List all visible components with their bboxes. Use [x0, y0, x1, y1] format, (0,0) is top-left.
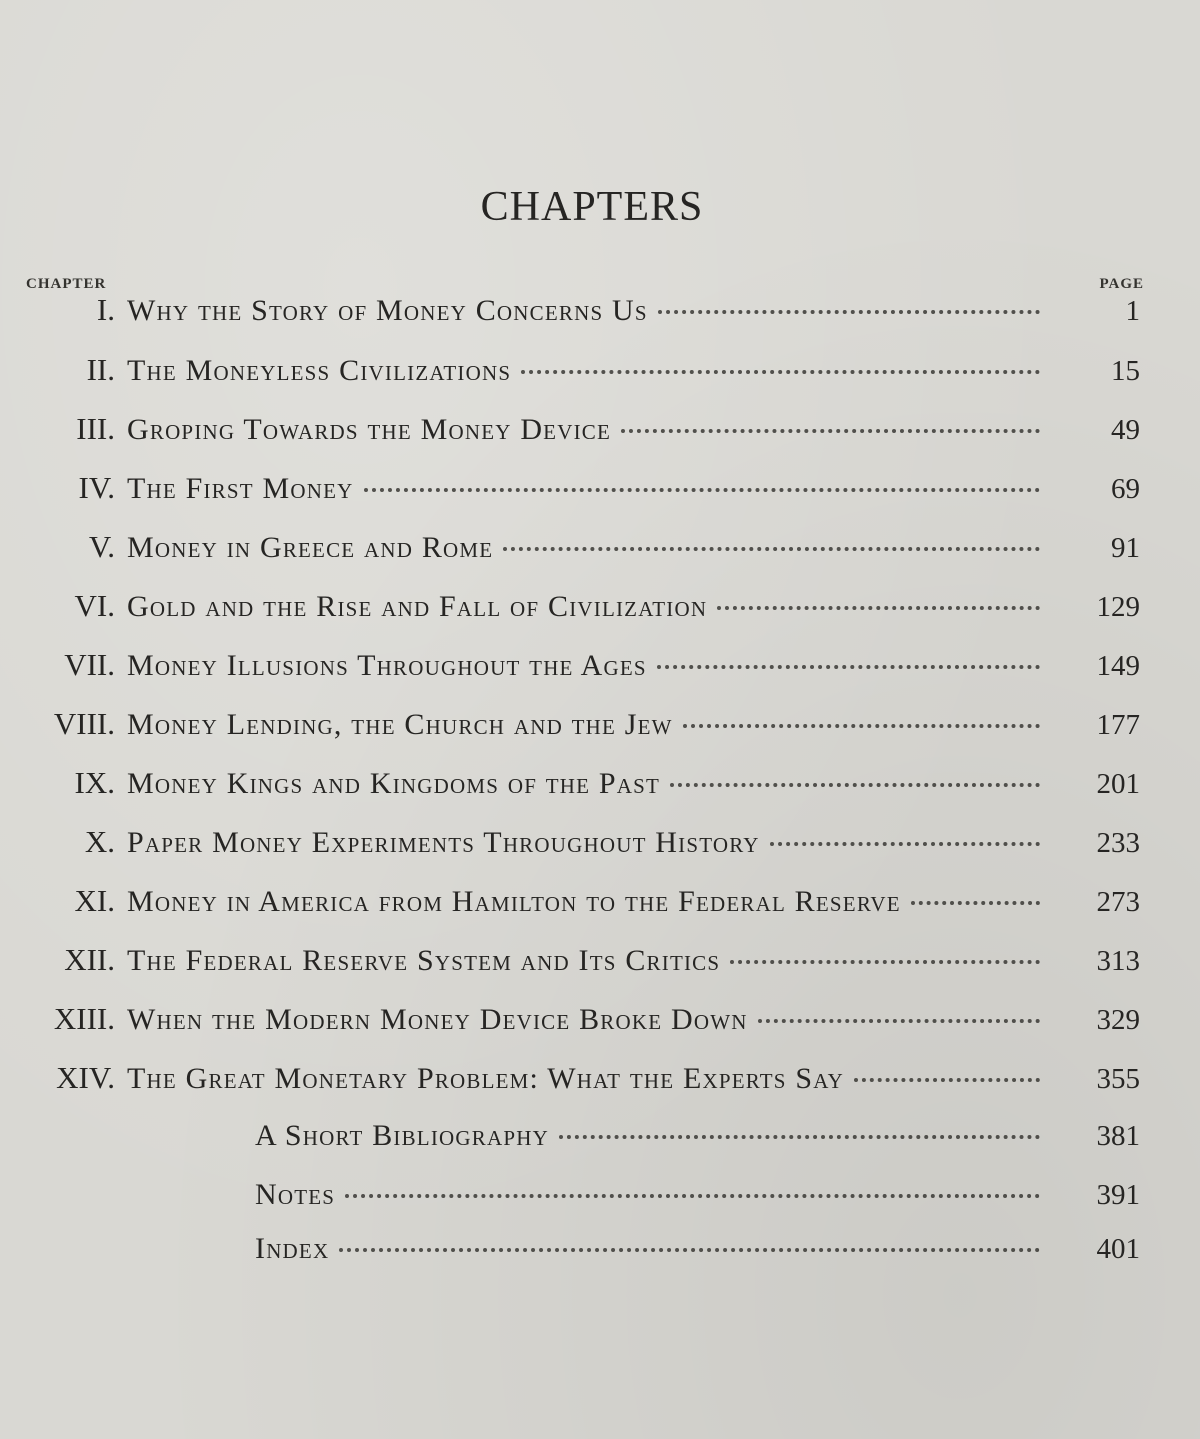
page-number: 391: [1096, 1179, 1140, 1211]
dot-leader: [503, 547, 1040, 551]
toc-entry: [0, 1119, 1200, 1163]
toc-entry: [0, 352, 1200, 396]
chapter-number: XI.: [74, 883, 115, 918]
dot-leader: [911, 901, 1040, 905]
dot-leader: [770, 842, 1040, 846]
dot-leader: [658, 310, 1040, 314]
toc-entry: [0, 470, 1200, 514]
chapter-title: Why the Story of Money Concerns Us: [127, 294, 648, 327]
chapter-title: The Moneyless Civilizations: [127, 354, 512, 387]
toc-entry: [0, 765, 1200, 809]
chapter-title: Money Lending, the Church and the Jew: [127, 708, 673, 741]
dot-leader: [758, 1019, 1040, 1023]
page-number: 233: [1096, 827, 1140, 859]
chapter-title: Money Kings and Kingdoms of the Past: [127, 767, 661, 800]
page-number: 91: [1111, 532, 1140, 564]
toc-entry: [0, 1232, 1200, 1276]
chapter-number: III.: [76, 411, 115, 446]
chapter-title: Notes: [255, 1178, 336, 1211]
page-number: 129: [1096, 591, 1140, 623]
page-number: 381: [1096, 1120, 1140, 1152]
page-number: 401: [1096, 1233, 1140, 1265]
page-number: 329: [1096, 1004, 1140, 1036]
page-number: 15: [1111, 355, 1140, 387]
chapter-title: The Great Monetary Problem: What the Experts Say: [127, 1062, 845, 1095]
toc-entry: [0, 942, 1200, 986]
chapter-number: I.: [96, 292, 115, 327]
chapter-title: Paper Money Experiments Throughout History: [127, 826, 760, 859]
chapter-title: Money in America from Hamilton to the Federal Reserve: [127, 885, 901, 918]
chapter-number: VII.: [64, 647, 115, 682]
page-column-label: PAGE: [1099, 276, 1144, 292]
chapter-number: XIV.: [56, 1060, 115, 1095]
chapter-number: IX.: [74, 765, 115, 800]
chapter-number: XIII.: [53, 1001, 115, 1036]
toc-entry: [0, 1001, 1200, 1045]
dot-leader: [364, 488, 1040, 492]
chapter-title: Money Illusions Throughout the Ages: [127, 649, 647, 682]
dot-leader: [854, 1078, 1040, 1082]
chapter-title: The Federal Reserve System and Its Critics: [127, 944, 721, 977]
chapter-title: Index: [255, 1232, 330, 1265]
chapter-title: Groping Towards the Money Device: [127, 413, 612, 446]
chapter-column-label: CHAPTER: [26, 276, 107, 292]
page-number: 201: [1096, 768, 1140, 800]
page-number: 149: [1096, 650, 1140, 682]
chapter-number: XII.: [64, 942, 115, 977]
chapter-title: Gold and the Rise and Fall of Civilization: [127, 590, 708, 623]
dot-leader: [657, 665, 1040, 669]
chapter-title: The First Money: [127, 472, 354, 505]
toc-entry: [0, 1060, 1200, 1104]
page-number: 1: [1125, 295, 1140, 327]
dot-leader: [345, 1194, 1040, 1198]
page-number: 355: [1096, 1063, 1140, 1095]
toc-entry: [0, 883, 1200, 927]
toc-entry: [0, 529, 1200, 573]
dot-leader: [559, 1135, 1040, 1139]
dot-leader: [521, 370, 1040, 374]
chapter-number: IV.: [78, 470, 115, 505]
page-number: 177: [1096, 709, 1140, 741]
chapter-title: Money in Greece and Rome: [127, 531, 494, 564]
toc-entry: [0, 706, 1200, 750]
page-number: 49: [1111, 414, 1140, 446]
chapter-title: A Short Bibliography: [255, 1119, 549, 1152]
chapter-number: II.: [86, 352, 115, 387]
toc-entry: [0, 1178, 1200, 1222]
dot-leader: [717, 606, 1040, 610]
dot-leader: [339, 1248, 1040, 1252]
toc-entry: [0, 647, 1200, 691]
chapter-title: When the Modern Money Device Broke Down: [127, 1003, 748, 1036]
toc-entry: [0, 411, 1200, 455]
page-number: 273: [1096, 886, 1140, 918]
toc-entry: [0, 588, 1200, 632]
dot-leader: [621, 429, 1040, 433]
chapter-number: VI.: [74, 588, 115, 623]
chapter-number: X.: [84, 824, 115, 859]
toc-entry: [0, 292, 1200, 336]
page-number: 69: [1111, 473, 1140, 505]
page-title: CHAPTERS: [480, 184, 704, 230]
page-number: 313: [1096, 945, 1140, 977]
chapter-number: V.: [88, 529, 115, 564]
dot-leader: [730, 960, 1040, 964]
toc-entry: [0, 824, 1200, 868]
dot-leader: [683, 724, 1040, 728]
dot-leader: [670, 783, 1040, 787]
chapter-number: VIII.: [53, 706, 115, 741]
